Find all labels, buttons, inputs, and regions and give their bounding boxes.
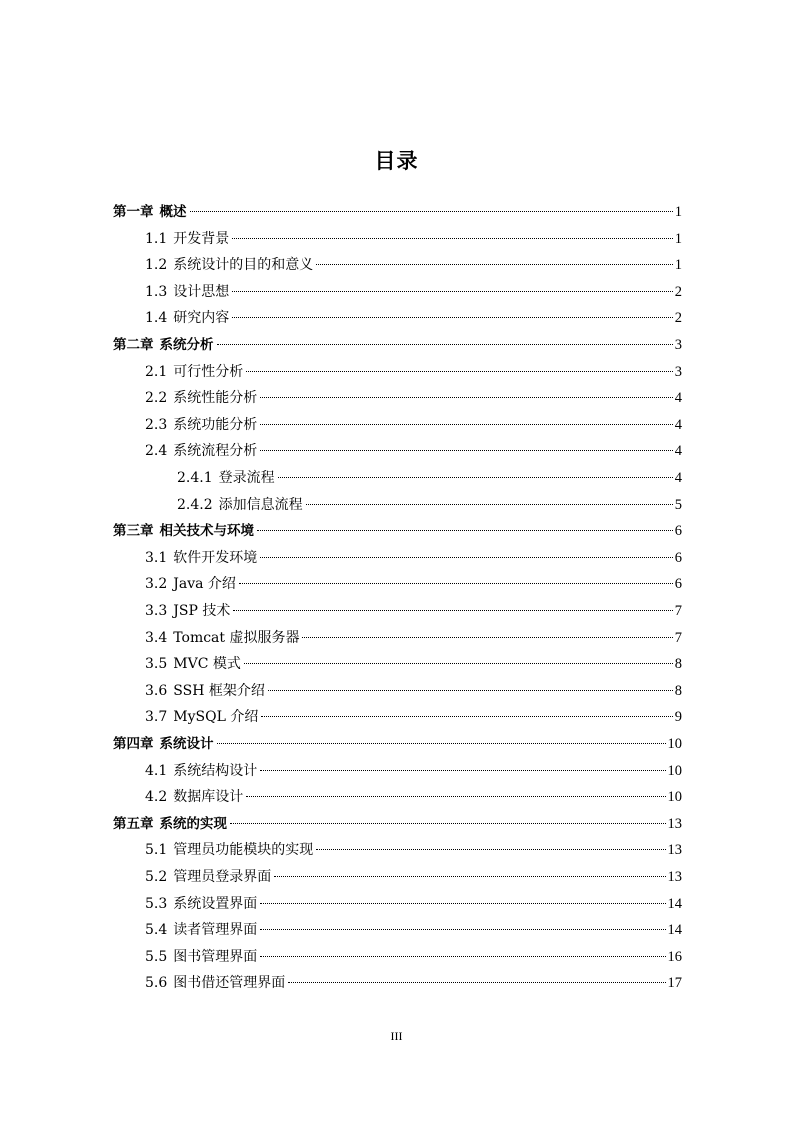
toc-entry-page: 8	[674, 656, 682, 672]
toc-entry-number: 第二章	[113, 337, 154, 353]
toc-entry-page: 7	[674, 603, 682, 619]
toc-entry[interactable]	[145, 837, 682, 863]
dot-leader	[260, 424, 672, 425]
toc-entry-number: 2.4	[145, 443, 168, 459]
toc-entry[interactable]	[113, 332, 682, 358]
dot-leader	[260, 450, 672, 451]
toc-entry-page: 4	[674, 443, 682, 459]
toc-entry[interactable]	[145, 359, 682, 385]
toc-entry-page: 6	[674, 523, 682, 539]
toc-entry-number: 3.2	[145, 576, 168, 592]
dot-leader	[230, 823, 666, 824]
toc-entry-title: Tomcat 虚拟服务器	[173, 630, 300, 646]
toc-entry[interactable]	[145, 279, 682, 305]
toc-entry-number: 第四章	[113, 736, 154, 752]
toc-entry-page: 1	[674, 204, 682, 220]
toc-entry[interactable]	[145, 598, 682, 624]
dot-leader	[278, 477, 673, 478]
toc-entry-page: 7	[674, 630, 682, 646]
toc-entry-page: 14	[667, 896, 682, 912]
toc-entry-title: 系统设计	[159, 736, 214, 752]
dot-leader	[239, 583, 673, 584]
dot-leader	[260, 929, 665, 930]
toc-entry-page: 4	[674, 390, 682, 406]
toc-entry[interactable]	[145, 438, 682, 464]
dot-leader	[260, 903, 665, 904]
toc-title: 目录	[374, 149, 419, 173]
dot-leader	[260, 770, 665, 771]
dot-leader	[246, 796, 665, 797]
toc-entry-title: 研究内容	[173, 310, 230, 326]
dot-leader	[233, 610, 672, 611]
toc-entry-title: 系统的实现	[159, 816, 227, 832]
dot-leader	[260, 956, 665, 957]
toc-entry[interactable]	[145, 678, 682, 704]
toc-entry-title: 开发背景	[173, 231, 230, 247]
toc-entry-page: 10	[667, 789, 682, 805]
toc-entry[interactable]	[145, 305, 682, 331]
toc-entry-page: 13	[667, 842, 682, 858]
dot-leader	[260, 557, 672, 558]
toc-entry[interactable]	[113, 811, 682, 837]
toc-entry-page: 10	[667, 736, 682, 752]
toc-entry-number: 第三章	[113, 523, 154, 539]
toc-entry-title: 系统性能分析	[173, 390, 258, 406]
dot-leader	[190, 211, 673, 212]
dot-leader	[316, 849, 665, 850]
toc-entry-page: 4	[674, 417, 682, 433]
toc-entry-number: 1.4	[145, 310, 168, 326]
toc-entry-number: 3.7	[145, 709, 168, 725]
toc-entry-title: MVC 模式	[173, 656, 241, 672]
toc-entry-page: 14	[667, 922, 682, 938]
toc-entry[interactable]	[145, 704, 682, 730]
dot-leader	[232, 238, 672, 239]
toc-entry-number: 3.1	[145, 550, 168, 566]
toc-entry-number: 5.2	[145, 869, 168, 885]
toc-entry-title: 系统分析	[159, 337, 214, 353]
toc-entry-page: 4	[674, 470, 682, 486]
toc-entry[interactable]	[177, 492, 682, 518]
toc-entry-number: 3.3	[145, 603, 168, 619]
toc-entry-number: 3.6	[145, 683, 168, 699]
toc-entry-title: MySQL 介绍	[173, 709, 259, 725]
toc-entry-number: 3.5	[145, 656, 168, 672]
toc-entry-title: 软件开发环境	[173, 550, 258, 566]
toc-entry[interactable]	[145, 758, 682, 784]
toc-entry[interactable]	[145, 891, 682, 917]
toc-entry-title: 管理员登录界面	[173, 869, 272, 885]
toc-entry[interactable]	[177, 465, 682, 491]
toc-entry-page: 13	[667, 816, 682, 832]
dot-leader	[232, 317, 672, 318]
toc-entry-number: 3.4	[145, 630, 168, 646]
dot-leader	[232, 291, 672, 292]
toc-entry-title: 读者管理界面	[173, 922, 258, 938]
dot-leader	[260, 397, 672, 398]
toc-entry-number: 1.1	[145, 231, 168, 247]
toc-entry-page: 1	[674, 257, 682, 273]
toc-entry-title: 图书借还管理界面	[173, 975, 286, 991]
toc-entry-number: 第一章	[113, 204, 154, 220]
toc-entry-page: 2	[674, 284, 682, 300]
dot-leader	[244, 663, 673, 664]
toc-entry-number: 5.3	[145, 896, 168, 912]
dot-leader	[302, 637, 672, 638]
toc-entry-title: JSP 技术	[173, 603, 231, 619]
toc-entry[interactable]	[145, 917, 682, 943]
toc-entry[interactable]	[145, 651, 682, 677]
toc-entry-number: 5.5	[145, 949, 168, 965]
toc-entry-number: 第五章	[113, 816, 154, 832]
toc-entry-title: 概述	[159, 204, 187, 220]
dot-leader	[217, 344, 673, 345]
toc-entry-title: 添加信息流程	[218, 497, 303, 513]
toc-entry-page: 1	[674, 231, 682, 247]
toc-entry-number: 4.1	[145, 763, 168, 779]
toc-entry-title: 系统功能分析	[173, 417, 258, 433]
toc-entry-title: 相关技术与环境	[159, 523, 254, 539]
toc-entry[interactable]	[145, 864, 682, 890]
toc-entry-page: 3	[674, 364, 682, 380]
toc-entry[interactable]	[145, 970, 682, 996]
toc-entry-number: 5.4	[145, 922, 168, 938]
toc-entry[interactable]	[113, 199, 682, 225]
toc-entry-title: Java 介绍	[173, 576, 236, 592]
toc-entry-number: 2.4.1	[177, 470, 213, 486]
toc-entry-page: 5	[674, 497, 682, 513]
toc-entry-title: 系统设置界面	[173, 896, 258, 912]
dot-leader	[257, 530, 673, 531]
toc-entry[interactable]	[145, 252, 682, 278]
toc-entry[interactable]	[145, 545, 682, 571]
toc-entry[interactable]	[145, 226, 682, 252]
toc-entry-page: 13	[667, 869, 682, 885]
toc-entry-page: 17	[667, 975, 682, 991]
toc-entry-page: 9	[674, 709, 682, 725]
toc-entry[interactable]	[145, 385, 682, 411]
toc-entry-title: 管理员功能模块的实现	[173, 842, 314, 858]
toc-entry-number: 2.3	[145, 417, 168, 433]
toc-entry-page: 6	[674, 550, 682, 566]
toc-entry-page: 6	[674, 576, 682, 592]
toc-entry-number: 1.2	[145, 257, 168, 273]
toc-entry-title: 系统结构设计	[173, 763, 258, 779]
toc-entry-number: 4.2	[145, 789, 168, 805]
toc-entry-title: 设计思想	[173, 284, 230, 300]
dot-leader	[217, 743, 666, 744]
toc-entry-number: 2.2	[145, 390, 168, 406]
toc-entry-page: 10	[667, 763, 682, 779]
dot-leader	[261, 716, 672, 717]
toc-entry-title: 可行性分析	[173, 364, 244, 380]
dot-leader	[268, 690, 673, 691]
page-number: III	[390, 1029, 403, 1043]
toc-entry-title: 登录流程	[218, 470, 275, 486]
toc-entry[interactable]	[145, 412, 682, 438]
toc-entry-title: 系统流程分析	[173, 443, 258, 459]
toc-entry-page: 8	[674, 683, 682, 699]
toc-entry-number: 2.1	[145, 364, 168, 380]
toc-entry[interactable]	[113, 518, 682, 544]
toc-entry-title: 系统设计的目的和意义	[173, 257, 314, 273]
toc-entry[interactable]	[145, 625, 682, 651]
dot-leader	[316, 264, 672, 265]
toc-entry-title: 数据库设计	[173, 789, 244, 805]
dot-leader	[246, 371, 672, 372]
toc-entry-number: 5.1	[145, 842, 168, 858]
toc-entry-number: 1.3	[145, 284, 168, 300]
toc-entry-page: 3	[674, 337, 682, 353]
toc-entry-page: 16	[667, 949, 682, 965]
toc-entry-number: 5.6	[145, 975, 168, 991]
toc-entry-number: 2.4.2	[177, 497, 213, 513]
toc-entry-title: 图书管理界面	[173, 949, 258, 965]
toc-entry[interactable]	[145, 571, 682, 597]
dot-leader	[274, 876, 665, 877]
toc-entry[interactable]	[145, 784, 682, 810]
toc-entry[interactable]	[145, 944, 682, 970]
dot-leader	[288, 982, 665, 983]
toc-entry-title: SSH 框架介绍	[173, 683, 265, 699]
toc-entry[interactable]	[113, 731, 682, 757]
dot-leader	[306, 504, 673, 505]
toc-entry-page: 2	[674, 310, 682, 326]
